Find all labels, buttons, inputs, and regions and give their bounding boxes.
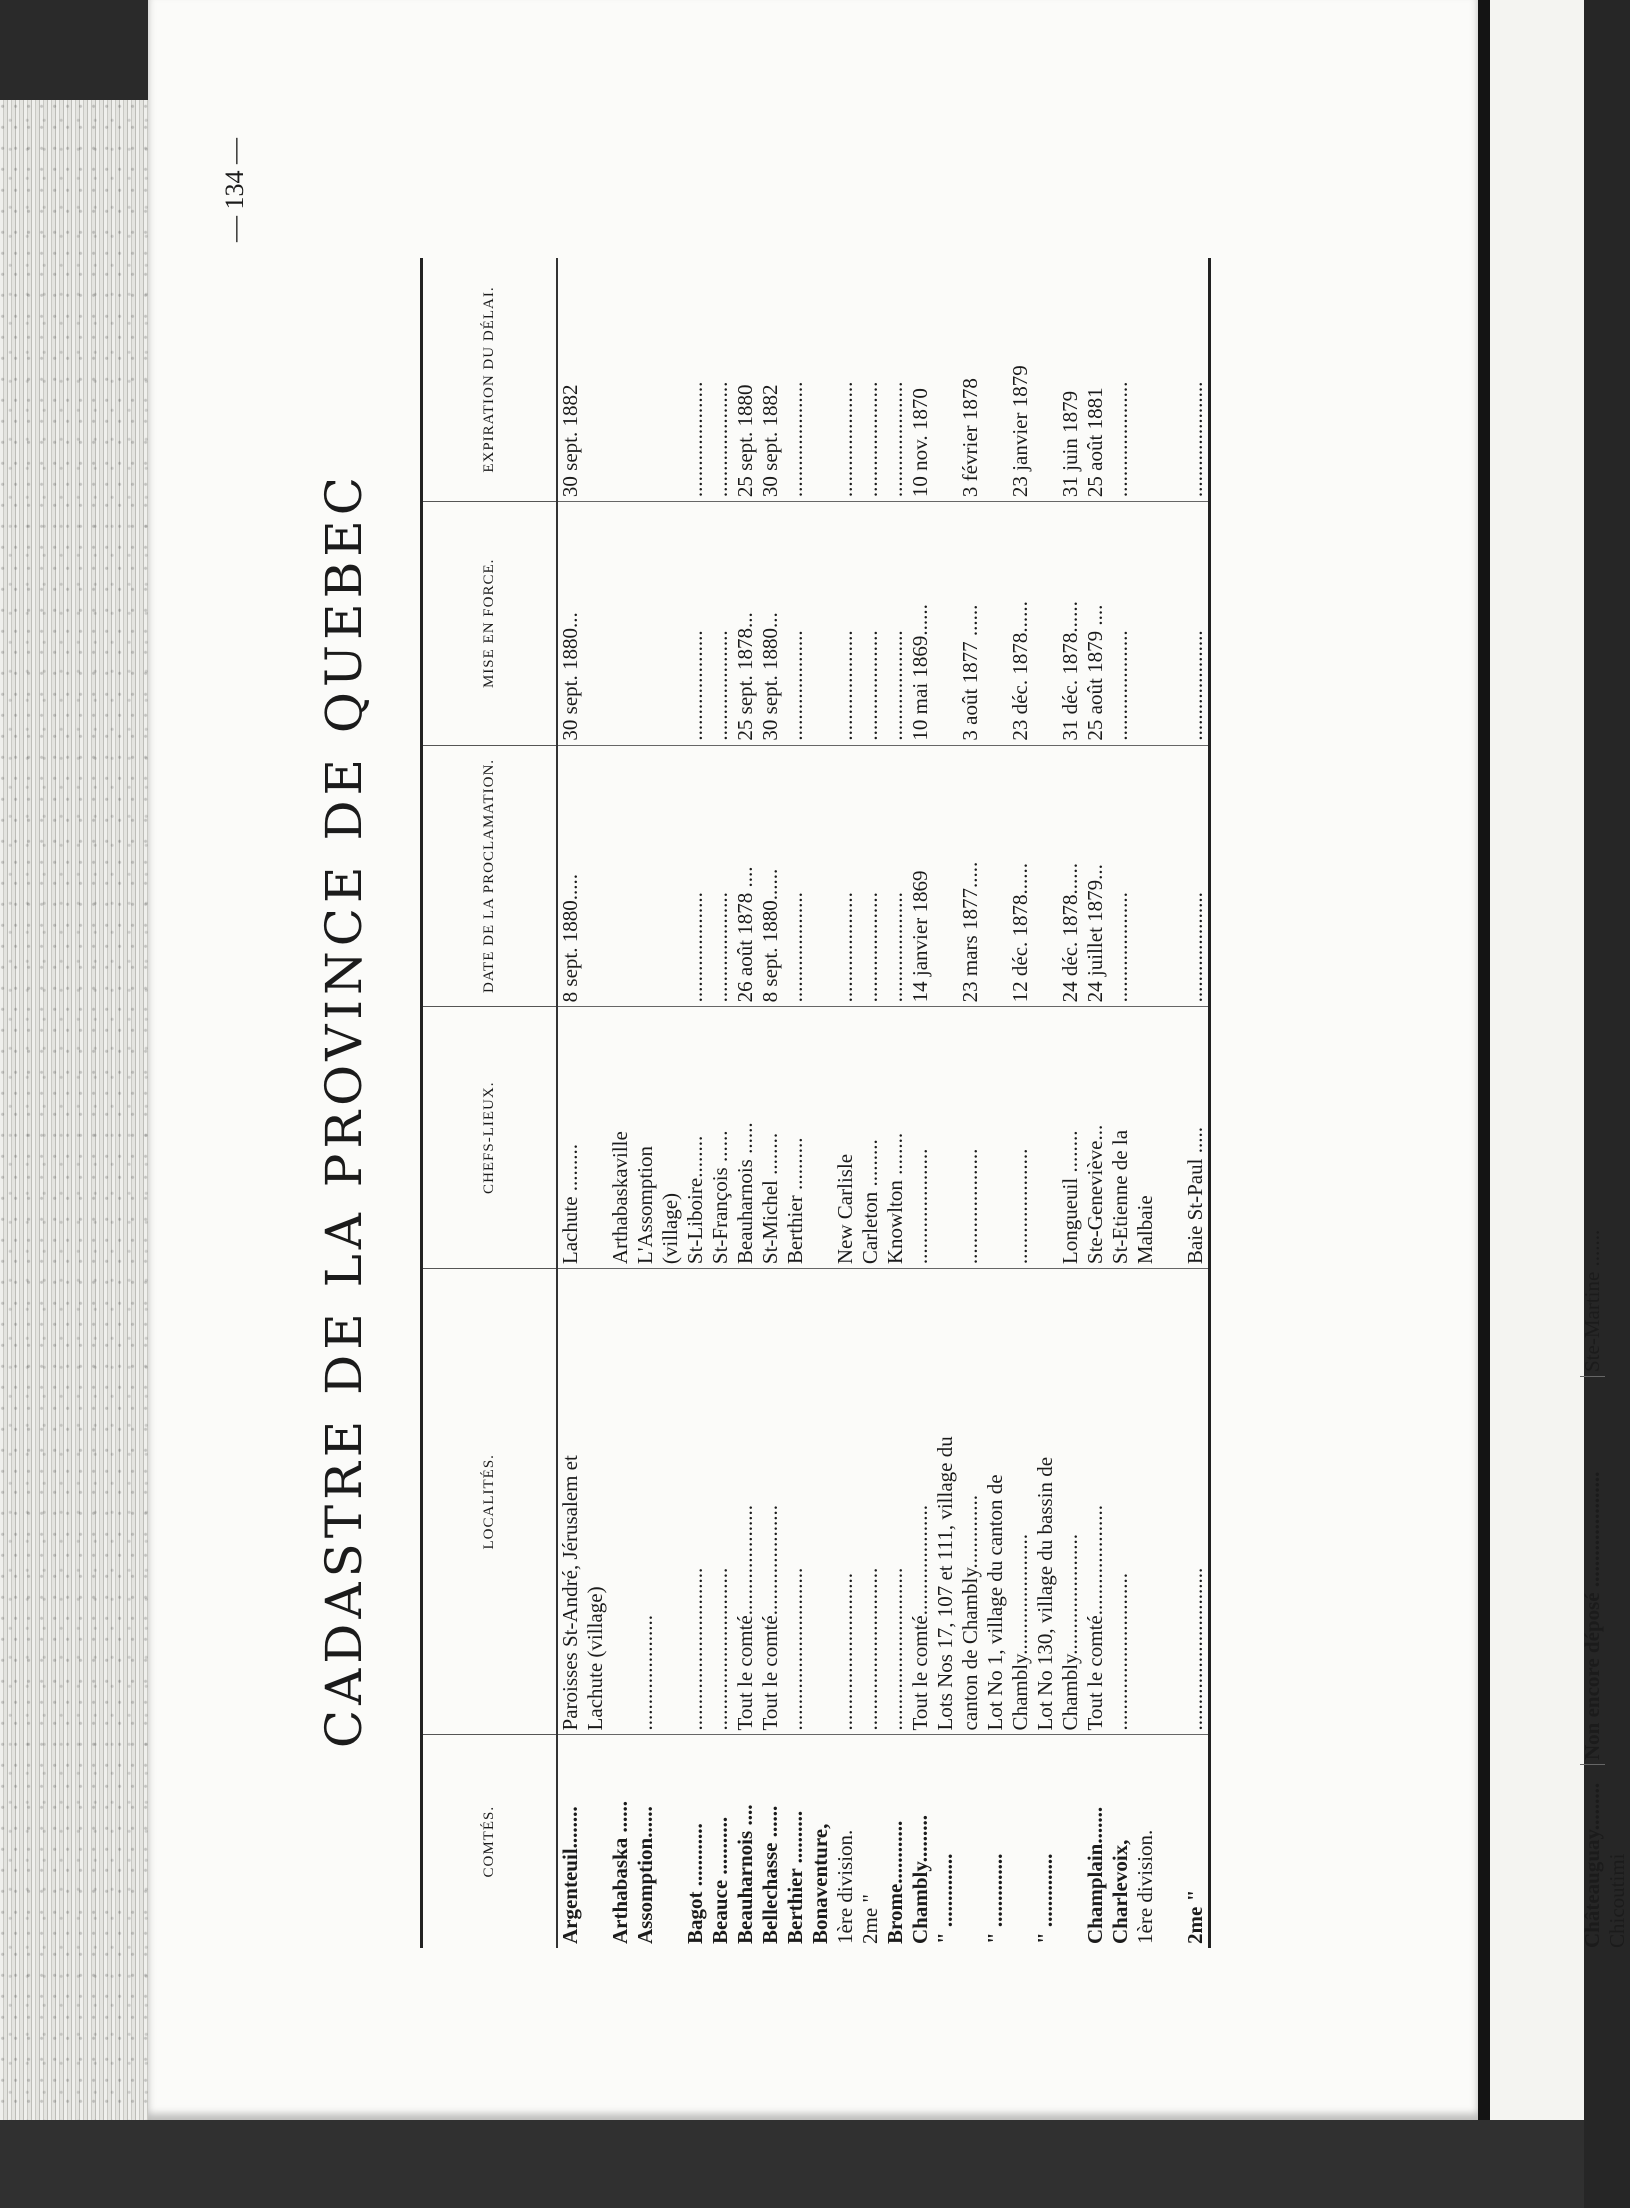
cell-line: 25 août 1881: [1082, 387, 1107, 498]
cell-line: ...............................: [857, 1567, 882, 1731]
cell-line: ......................: [857, 381, 882, 498]
cell-line: [1158, 262, 1183, 497]
cell-localite: [557, 1269, 608, 1735]
cell-line: ......................: [632, 1614, 657, 1731]
cell-line: ..............................: [832, 1572, 857, 1731]
cell-line: [808, 1011, 833, 1264]
cell-chef-lieu: [733, 1007, 758, 1269]
cell-line: Ste-Geneviève...: [1082, 1124, 1107, 1265]
table-body: [557, 258, 1210, 1948]
cell-line: 23 déc. 1878......: [1007, 601, 1032, 741]
cell-line: St-Michel ........: [757, 1132, 782, 1265]
cell-line: St-Liboire........: [682, 1135, 707, 1265]
header-expiration: EXPIRATION DU DÉLAI.: [422, 258, 557, 502]
header-mise-en-force: MISE EN FORCE.: [422, 502, 557, 746]
cell-line: [1058, 1739, 1083, 1944]
cell-mise-en-force: [758, 502, 783, 746]
cell-line: [1008, 1739, 1033, 1944]
cell-line: 14 janvier 1869: [907, 870, 932, 1003]
cell-localite: [883, 1269, 908, 1735]
cell-line: .....................: [1107, 892, 1132, 1003]
cell-line: canton de Chambly..............: [957, 1495, 982, 1731]
cell-line: Beauce ...........: [707, 1816, 732, 1944]
cell-localite: [1183, 1269, 1210, 1735]
cell-expiration: [908, 258, 933, 502]
cell-line: Carleton .........: [857, 1139, 882, 1265]
cell-mise-en-force: [1083, 502, 1108, 746]
page-number: — 134 —: [220, 138, 249, 242]
cell-line: [1033, 262, 1058, 497]
cell-mise-en-force: [708, 502, 733, 746]
cell-line: [583, 750, 608, 1003]
cell-line: ......................: [782, 381, 807, 498]
cell-line: ......................: [1182, 381, 1207, 498]
cell-chef-lieu: [1183, 1007, 1210, 1269]
cell-line: Tout le comté.....................: [1082, 1505, 1107, 1731]
cell-line: 2me ": [1182, 1889, 1207, 1944]
table-row: [608, 258, 633, 1948]
cell-line: Lachute (village): [582, 1586, 607, 1731]
cell-line: (village): [657, 1192, 682, 1265]
cell-comte: [1033, 1735, 1083, 1948]
cell-line: ......................: [682, 381, 707, 498]
cell-proclamation: [708, 745, 733, 1007]
cell-line: Brome............: [882, 1820, 907, 1944]
cell-line: [983, 750, 1008, 1003]
cell-line: .....................: [882, 892, 907, 1003]
cell-expiration: [1083, 258, 1108, 502]
cell-line: Beauharnois ......: [732, 1122, 757, 1265]
cell-line: 26 août 1878 ....: [732, 866, 757, 1003]
cell-proclamation: [1108, 745, 1183, 1007]
cell-localite: [908, 1269, 933, 1735]
cell-comte: [1083, 1735, 1108, 1948]
cell-expiration: [633, 258, 683, 502]
cell-line: .....................: [682, 892, 707, 1003]
cell-line: 2me ": [857, 1894, 882, 1944]
cell-localite: [708, 1269, 733, 1735]
table-row: [808, 258, 883, 1948]
cell-mise-en-force: [783, 502, 808, 746]
cell-expiration: [1108, 258, 1183, 502]
cell-line: Charlevoix,: [1107, 1839, 1132, 1944]
table-row: [708, 258, 733, 1948]
cell-expiration: [1033, 258, 1083, 502]
cell-line: [1158, 506, 1183, 741]
cell-line: [808, 750, 833, 1003]
table-row: [1108, 258, 1183, 1948]
cell-line: " ..............: [982, 1853, 1007, 1944]
cell-chef-lieu: [708, 1007, 733, 1269]
cell-line: [1033, 1011, 1058, 1264]
cell-line: Berthier ..........: [782, 1810, 807, 1944]
cell-line: [583, 262, 608, 497]
cell-proclamation: [933, 745, 983, 1007]
cell-mise-en-force: [633, 502, 683, 746]
cell-chef-lieu: [933, 1007, 983, 1269]
cell-line: 25 sept. 1878...: [732, 612, 757, 741]
cell-line: Longueuil ........: [1057, 1130, 1082, 1265]
continuation-comte: Châteauguay.........: [1580, 1782, 1604, 1948]
cell-line: .....................: [707, 630, 732, 741]
cell-line: New Carlisle: [832, 1153, 857, 1265]
cell-line: 10 nov. 1870: [907, 388, 932, 498]
cell-line: 3 février 1878: [957, 378, 982, 498]
continuation-comte: Chicoutimi: [1605, 1853, 1629, 1948]
cell-expiration: [683, 258, 708, 502]
cell-line: [633, 262, 658, 497]
table-row: [557, 258, 608, 1948]
continuation-localite: Non encore déposé ......................: [1580, 1377, 1605, 1765]
cell-line: [633, 750, 658, 1003]
cell-line: [1133, 1273, 1158, 1730]
page-edges: [0, 100, 150, 2150]
cell-line: [983, 262, 1008, 497]
table-row: [683, 258, 708, 1948]
cell-line: .....................: [1182, 892, 1207, 1003]
cell-mise-en-force: [683, 502, 708, 746]
cell-mise-en-force: [808, 502, 883, 746]
cell-line: 30 sept. 1882: [757, 384, 782, 498]
cell-line: .....................: [882, 630, 907, 741]
cell-expiration: [708, 258, 733, 502]
cell-line: St-Etienne de la: [1107, 1129, 1132, 1265]
cell-line: Knowlton ........: [882, 1132, 907, 1265]
cell-line: [633, 506, 658, 741]
cell-line: .....................: [857, 630, 882, 741]
cell-line: ...............................: [882, 1567, 907, 1731]
cell-line: [583, 506, 608, 741]
cell-line: .....................: [782, 892, 807, 1003]
cell-line: 25 août 1879 ....: [1082, 604, 1107, 741]
cell-line: 8 sept. 1880.....: [557, 874, 582, 1003]
cell-line: Lot No 130, village du bassin de: [1032, 1456, 1057, 1731]
cell-localite: [1083, 1269, 1108, 1735]
cell-expiration: [783, 258, 808, 502]
cell-line: 24 déc. 1878......: [1057, 862, 1082, 1003]
cell-proclamation: [608, 745, 633, 1007]
cell-proclamation: [783, 745, 808, 1007]
cell-line: 30 sept. 1880...: [557, 612, 582, 741]
cell-line: [583, 1011, 608, 1264]
cell-line: Assomption......: [632, 1806, 657, 1944]
cell-chef-lieu: [633, 1007, 683, 1269]
cell-line: ...............................: [1182, 1567, 1207, 1731]
cell-chef-lieu: [808, 1007, 883, 1269]
cell-line: Paroisses St-André, Jérusalem et: [557, 1455, 582, 1731]
cell-line: .....................: [832, 892, 857, 1003]
cell-expiration: [733, 258, 758, 502]
cell-line: ...............................: [682, 1567, 707, 1731]
cell-line: [1033, 750, 1058, 1003]
cell-line: [983, 1011, 1008, 1264]
cell-line: Bagot ............: [682, 1823, 707, 1944]
cell-line: [608, 1273, 633, 1730]
cell-chef-lieu: [983, 1007, 1033, 1269]
cell-proclamation: [683, 745, 708, 1007]
cell-comte: [708, 1735, 733, 1948]
header-localites: LOCALITÉS.: [422, 1269, 557, 1735]
cell-line: [933, 750, 958, 1003]
cell-chef-lieu: [608, 1007, 633, 1269]
cell-mise-en-force: [608, 502, 633, 746]
cell-line: [1158, 1739, 1183, 1944]
cell-localite: [633, 1269, 683, 1735]
cell-mise-en-force: [557, 502, 608, 746]
cell-line: ......................: [907, 1148, 932, 1265]
cell-line: Bellechasse ......: [757, 1805, 782, 1944]
cell-line: Malbaie: [1132, 1195, 1157, 1265]
cell-line: .....................: [832, 630, 857, 741]
cell-line: .....................: [782, 630, 807, 741]
table-row: [933, 258, 983, 1948]
cell-comte: [783, 1735, 808, 1948]
page-title: CADASTRE DE LA PROVINCE DE QUEBEC: [315, 471, 373, 1749]
cadastre-table: [420, 258, 1211, 1948]
cell-line: ......................: [882, 381, 907, 498]
cell-proclamation: [733, 745, 758, 1007]
cell-line: ......................: [1007, 1148, 1032, 1265]
cell-line: [658, 262, 683, 497]
cell-mise-en-force: [733, 502, 758, 746]
cell-line: Bonaventure,: [807, 1823, 832, 1944]
cell-mise-en-force: [1033, 502, 1083, 746]
cell-line: Chambly.........: [907, 1815, 932, 1944]
cell-comte: [608, 1735, 633, 1948]
cell-localite: [758, 1269, 783, 1735]
scanner-bottom-band: [0, 2120, 1584, 2208]
cell-line: 23 janvier 1879: [1007, 365, 1032, 498]
cell-line: [608, 750, 633, 1003]
table-row: [908, 258, 933, 1948]
cell-chef-lieu: [1108, 1007, 1183, 1269]
cell-expiration: [557, 258, 608, 502]
cell-proclamation: [883, 745, 908, 1007]
cell-line: 12 déc. 1878......: [1007, 862, 1032, 1003]
continuation-row: [1580, 258, 1605, 1948]
cell-expiration: [933, 258, 983, 502]
cell-line: " ..............: [932, 1853, 957, 1944]
cell-expiration: [758, 258, 783, 502]
cell-chef-lieu: [883, 1007, 908, 1269]
cell-chef-lieu: [1083, 1007, 1108, 1269]
cell-localite: [1108, 1269, 1183, 1735]
cell-chef-lieu: [1033, 1007, 1083, 1269]
cell-line: [808, 262, 833, 497]
cell-mise-en-force: [883, 502, 908, 746]
next-page-edge: [1478, 0, 1584, 2208]
table-row: [783, 258, 808, 1948]
cell-proclamation: [908, 745, 933, 1007]
continuation-row: [1605, 258, 1630, 1948]
cell-line: 30 sept. 1880...: [757, 612, 782, 741]
cell-expiration: [608, 258, 633, 502]
cell-line: [933, 262, 958, 497]
cell-line: .....................: [1182, 630, 1207, 741]
cell-line: [958, 1739, 983, 1944]
cell-line: [1133, 506, 1158, 741]
cell-line: Lachute .........: [557, 1143, 582, 1265]
cell-line: [933, 1011, 958, 1264]
cell-line: [1133, 262, 1158, 497]
cell-line: L'Assomption: [632, 1145, 657, 1265]
cell-line: Chambly.......................: [1007, 1534, 1032, 1731]
cell-line: ......................: [1107, 381, 1132, 498]
table-row: [733, 258, 758, 1948]
cell-proclamation: [1183, 745, 1210, 1007]
cell-comte: [983, 1735, 1033, 1948]
table-header-row: [422, 258, 557, 1948]
cell-line: 1ère division.: [1132, 1829, 1157, 1944]
cell-chef-lieu: [557, 1007, 608, 1269]
cell-comte: [557, 1735, 608, 1948]
cell-line: [1158, 1273, 1183, 1730]
cell-line: 30 sept. 1882: [557, 384, 582, 498]
cell-comte: [808, 1735, 883, 1948]
cell-localite: [933, 1269, 983, 1735]
cell-line: ..............................: [1107, 1572, 1132, 1731]
cell-line: Tout le comté.....................: [907, 1505, 932, 1731]
table-row: [1083, 258, 1108, 1948]
cell-line: " ..............: [1032, 1853, 1057, 1944]
cell-expiration: [983, 258, 1033, 502]
cell-chef-lieu: [758, 1007, 783, 1269]
cell-line: Champlain.......: [1082, 1806, 1107, 1944]
cell-line: [608, 506, 633, 741]
cell-proclamation: [808, 745, 883, 1007]
table-row: [1183, 258, 1210, 1948]
cell-comte: [758, 1735, 783, 1948]
cell-line: [1158, 1011, 1183, 1264]
header-chefs-lieux: CHEFS-LIEUX.: [422, 1007, 557, 1269]
cell-localite: [733, 1269, 758, 1735]
table-row: [758, 258, 783, 1948]
cell-line: Beauharnois ....: [732, 1804, 757, 1944]
table-row: [633, 258, 683, 1948]
cell-line: Lots Nos 17, 107 et 111, village du: [932, 1436, 957, 1731]
cell-line: Chambly.......................: [1057, 1534, 1082, 1731]
cell-comte: [908, 1735, 933, 1948]
cell-line: Baie St-Paul .....: [1182, 1127, 1207, 1265]
cell-chef-lieu: [783, 1007, 808, 1269]
cell-line: [983, 506, 1008, 741]
cell-line: 10 mai 1869......: [907, 604, 932, 741]
header-comtes: COMTÉS.: [422, 1735, 557, 1948]
cell-line: 25 sept. 1880: [732, 384, 757, 498]
cell-line: .....................: [682, 630, 707, 741]
cell-mise-en-force: [983, 502, 1033, 746]
cell-proclamation: [758, 745, 783, 1007]
cell-proclamation: [1083, 745, 1108, 1007]
cell-line: ...............................: [782, 1567, 807, 1731]
cell-line: [608, 262, 633, 497]
cell-mise-en-force: [933, 502, 983, 746]
cell-line: [1133, 750, 1158, 1003]
cell-expiration: [1183, 258, 1210, 502]
cell-proclamation: [983, 745, 1033, 1007]
cell-line: [1033, 506, 1058, 741]
cell-localite: [783, 1269, 808, 1735]
cell-expiration: [808, 258, 883, 502]
cell-proclamation: [633, 745, 683, 1007]
cell-line: [658, 506, 683, 741]
cell-line: .....................: [857, 892, 882, 1003]
cell-line: Berthier ..........: [782, 1137, 807, 1265]
cell-line: Argenteuil........: [557, 1806, 582, 1944]
rotated-content: [220, 138, 1629, 1960]
cell-expiration: [883, 258, 908, 502]
cell-line: St-François ......: [707, 1130, 732, 1265]
cell-line: 8 sept. 1880......: [757, 868, 782, 1003]
cell-chef-lieu: [908, 1007, 933, 1269]
cell-mise-en-force: [908, 502, 933, 746]
header-date-proclamation: DATE DE LA PROCLAMATION.: [422, 745, 557, 1007]
cell-line: 23 mars 1877.....: [957, 861, 982, 1003]
continuation-chef: Ste-Martine .......: [1580, 1157, 1605, 1377]
cell-line: Tout le comté.....................: [732, 1505, 757, 1731]
cell-line: ...............................: [707, 1567, 732, 1731]
cell-line: 31 juin 1879: [1057, 390, 1082, 498]
cell-localite: [683, 1269, 708, 1735]
cell-line: Arthabaskaville: [607, 1131, 632, 1265]
cell-line: 31 déc. 1878......: [1057, 601, 1082, 741]
cell-line: [1158, 750, 1183, 1003]
cell-line: .....................: [1107, 630, 1132, 741]
table-row: [1033, 258, 1083, 1948]
cell-line: Tout le comté.....................: [757, 1505, 782, 1731]
cell-line: 1ère division.: [832, 1829, 857, 1944]
cell-comte: [733, 1735, 758, 1948]
cell-line: ......................: [707, 381, 732, 498]
cell-line: [933, 506, 958, 741]
cell-localite: [983, 1269, 1033, 1735]
cell-comte: [933, 1735, 983, 1948]
cell-line: ......................: [832, 381, 857, 498]
cell-line: ......................: [957, 1148, 982, 1265]
cell-line: 24 juillet 1879...: [1082, 864, 1107, 1003]
cell-line: [808, 1273, 833, 1730]
cell-chef-lieu: [683, 1007, 708, 1269]
cell-line: .....................: [707, 892, 732, 1003]
cell-mise-en-force: [1183, 502, 1210, 746]
cell-proclamation: [557, 745, 608, 1007]
cell-line: [658, 750, 683, 1003]
table-row: [883, 258, 908, 1948]
cell-proclamation: [1033, 745, 1083, 1007]
cell-localite: [808, 1269, 883, 1735]
table-row: [983, 258, 1033, 1948]
cell-comte: [883, 1735, 908, 1948]
cell-line: 3 août 1877 ......: [957, 604, 982, 741]
cell-line: [808, 506, 833, 741]
cell-line: Lot No 1, village du canton de: [982, 1474, 1007, 1731]
cell-comte: [633, 1735, 683, 1948]
cell-mise-en-force: [1108, 502, 1183, 746]
cell-comte: [1183, 1735, 1210, 1948]
cell-localite: [1033, 1269, 1083, 1735]
continuation-rows: [1580, 258, 1630, 1948]
cell-localite: [608, 1269, 633, 1735]
cell-line: Arthabaska ......: [607, 1801, 632, 1944]
cell-comte: [683, 1735, 708, 1948]
cell-comte: [1108, 1735, 1183, 1948]
